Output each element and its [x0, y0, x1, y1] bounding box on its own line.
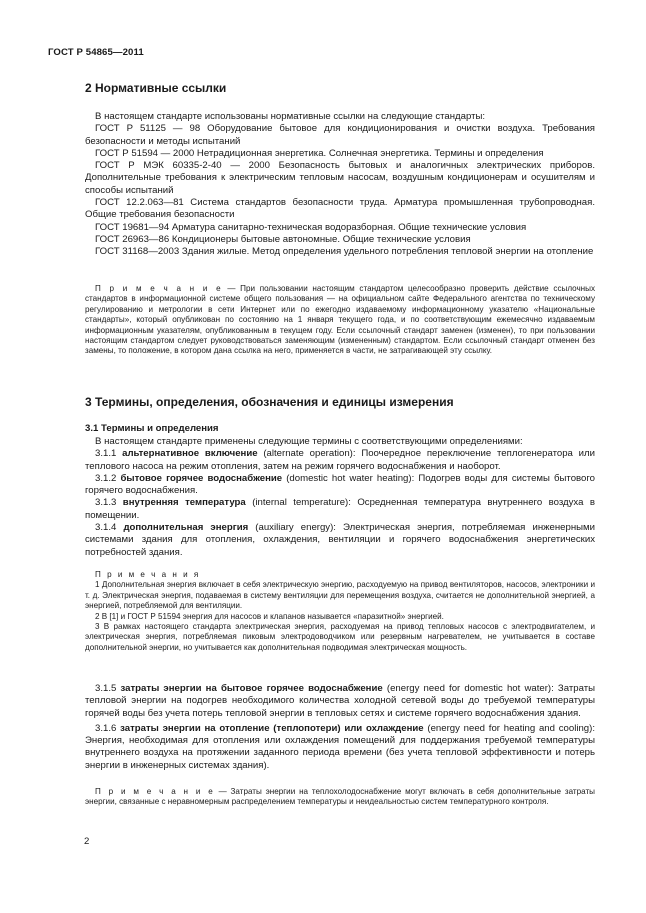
- term-3-1-5: 3.1.5 затраты энергии на бытовое горячее водоснабжение (energy need for domestic hot water): Затраты тепловой энергии на подогрев необходимого количества холодной сетевой воды до требуемой температуры горячей воды без учета потерь тепловой энергии в тепловых сетях и системе горячего водоснабжения здания.: [85, 683, 595, 719]
- term-name: дополнительная энергия: [123, 522, 249, 534]
- ref-item: ГОСТ 31168—2003 Здания жилые. Метод определения удельного потребления тепловой энергии на отопление: [95, 246, 594, 258]
- term-name: бытовое горячее водоснабжение: [120, 472, 283, 484]
- terms-notes: [85, 570, 595, 653]
- final-note: [85, 787, 595, 808]
- document-header: ГОСТ Р 54865—2011: [48, 47, 144, 58]
- page-number: 2: [84, 836, 90, 847]
- ref-item: ГОСТ Р МЭК 60335-2-40 — 2000 Безопасность бытовых и аналогичных электрических приборов. Дополнительные требования к электрическим тепловым насосам, воздушным кондиционерам и осушителям и способы испытаний: [85, 160, 595, 196]
- term-name: затраты энергии на бытовое горячее водоснабжение: [120, 683, 383, 694]
- note-text: — Затраты энергии на теплохолодоснабжение могут включать в себя дополнительные затраты энергии, связанные с неравномерным распределением температуры и неидеальностью систем температурного контроля.: [85, 787, 595, 807]
- section-2-title: 2 Нормативные ссылки: [85, 81, 227, 95]
- terms-block-2: [85, 683, 595, 772]
- section-3-title: 3 Термины, определения, обозначения и единицы измерения: [85, 395, 454, 409]
- term-name: затраты энергии на отопление (теплопотери) или охлаждение: [120, 722, 424, 734]
- note-item: 3 В рамках настоящего стандарта электрическая энергия, расходуемая на привод тепловых насосов с электродвигателем, и электрическая энергия, потребляемая пиковым электродоводчиком или резервным нагревателем, не учитывается в составе дополнительной энергии, но учитывается как дополнительная подводимая электрическая мощность.: [85, 622, 595, 652]
- section-2-body: [85, 111, 595, 259]
- term-3-1-1: 3.1.1 альтернативное включение (alternate operation): Поочередное переключение теплогенератора или теплового насоса на режим отопления, затем на режим горячего водоснабжения и наоборот.: [85, 448, 595, 472]
- section-2-note: [85, 284, 595, 357]
- note-label: П р и м е ч а н и е: [95, 787, 215, 796]
- terms-intro: В настоящем стандарте применены следующие термины с соответствующими определениями:: [95, 436, 523, 447]
- ref-item: ГОСТ 19681—94 Арматура санитарно-техническая водоразборная. Общие технические условия: [95, 221, 527, 233]
- term-3-1-3: 3.1.3 внутренняя температура (internal temperature): Осредненная температура внутреннего воздуха в помещении.: [85, 497, 595, 521]
- notes-label: П р и м е ч а н и я: [95, 570, 201, 579]
- note-item: 2 В [1] и ГОСТ Р 51594 энергия для насосов и клапанов называется «паразитной» энергией.: [95, 611, 444, 621]
- term-3-1-6: 3.1.6 затраты энергии на отопление (теплопотери) или охлаждение (energy need for heating and cooling): Энергия, необходимая для отопления или охлаждения помещений для поддержания требуемой температуры внутреннего воздуха на протяжении заданного периода времени (без учета тепловой эффективности и потерь энергии в инженерных системах здания).: [85, 722, 595, 771]
- subsection-3-1-title: 3.1 Термины и определения: [85, 423, 219, 434]
- terms-block-1: [85, 436, 595, 559]
- term-3-1-2: 3.1.2 бытовое горячее водоснабжение (domestic hot water heating): Подогрев воды для системы бытового горячего водоснабжения.: [85, 472, 595, 497]
- note-label: П р и м е ч а н и е: [95, 284, 223, 293]
- ref-item: ГОСТ 26963—86 Кондиционеры бытовые автономные. Общие технические условия: [95, 233, 471, 245]
- ref-item: ГОСТ 12.2.063—81 Система стандартов безопасности труда. Арматура промышленная трубопроводная. Общие требования безопасности: [85, 197, 595, 221]
- ref-item: ГОСТ Р 51594 — 2000 Нетрадиционная энергетика. Солнечная энергетика. Термины и определения: [95, 147, 544, 159]
- note-item: 1 Дополнительная энергия включает в себя электрическую энергию, расходуемую на привод вентиляторов, насосов, электроники и т. д. Электрическая энергия, подаваемая в систему вентиляции для перемещения воздуха, считается не дополнительной энергией, а энергией, потребляемой для вентиляции.: [85, 580, 595, 611]
- ref-item: ГОСТ Р 51125 — 98 Оборудование бытовое для кондиционирования и очистки воздуха. Требования безопасности и методы испытаний: [85, 123, 595, 147]
- term-3-1-4: 3.1.4 дополнительная энергия (auxiliary energy): Электрическая энергия, потребляемая инженерными системами здания для отопления, охлаждения, вентиляции и горячего водоснабжения энергетических потребностей здания.: [85, 522, 595, 558]
- term-name: альтернативное включение: [122, 448, 258, 460]
- note-text: — При пользовании настоящим стандартом целесообразно проверить действие ссылочных стандартов в информационной системе общего пользования — на официальном сайте Федерального агентства по техническому регулированию и метрологии в сети Интернет или по ежегодно издаваемому информационному указателю «Национальные стандарты», который опубликован по состоянию на 1 января текущего года, и по соответствующим ежемесячно издаваемым информационным указателям, опубликованным в текущем году. Если ссылочный стандарт заменен (изменен), то при пользовании настоящим стандартом следует руководствоваться заменяющим (измененным) стандартом. Если ссылочный стандарт отменен без замены, то положение, в котором дана ссылка на него, применяется в части, не затрагивающей эту ссылку.: [85, 284, 596, 356]
- term-name: внутренняя температура: [122, 497, 246, 509]
- section-2-intro: В настоящем стандарте использованы нормативные ссылки на следующие стандарты:: [95, 111, 486, 122]
